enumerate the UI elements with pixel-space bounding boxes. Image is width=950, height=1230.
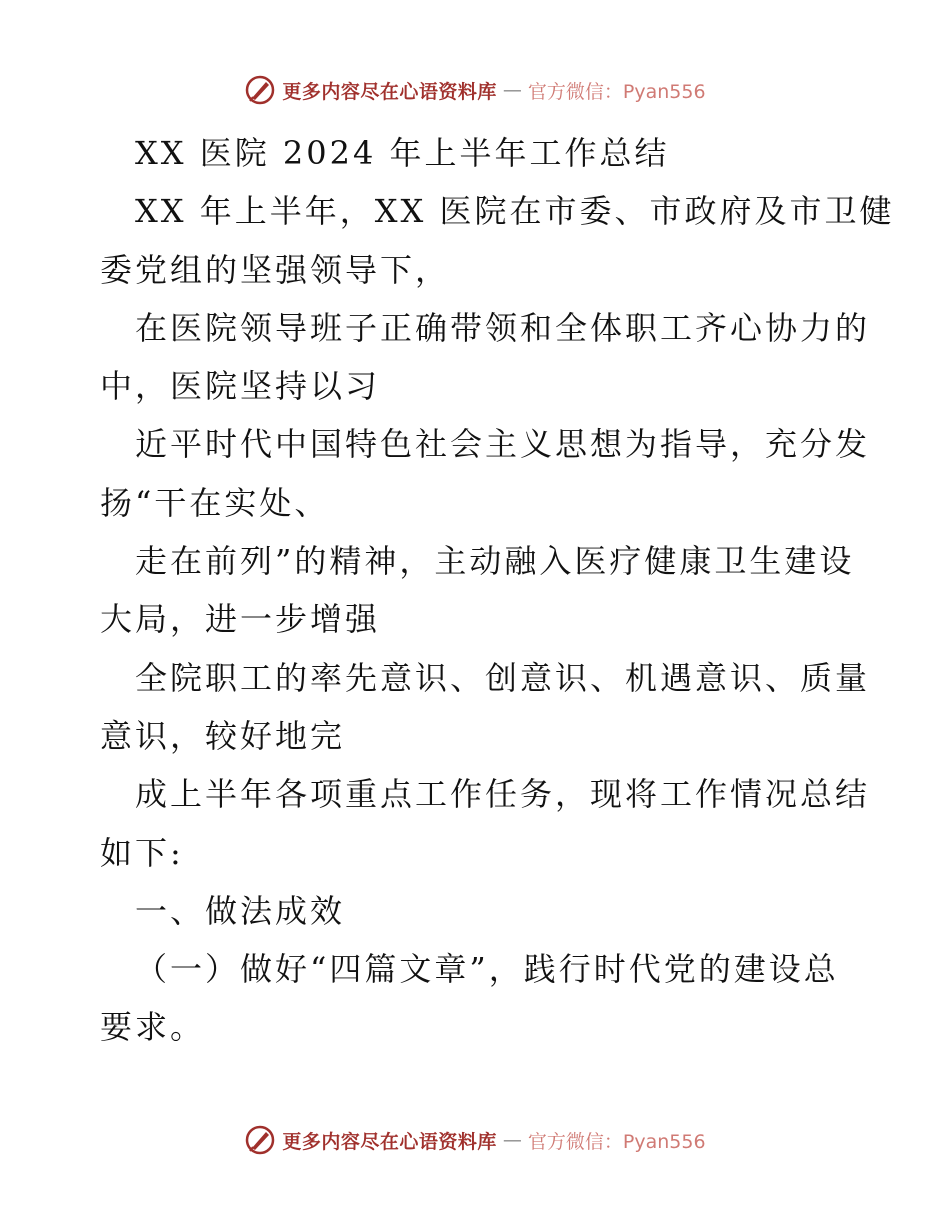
watermark-header bbox=[0, 70, 950, 110]
watermark-suffix-text: 官方微信：Pyan556 bbox=[527, 80, 706, 103]
watermark-suffix-text: 官方微信：Pyan556 bbox=[527, 1130, 706, 1153]
paragraph-line: 意识，较好地完 bbox=[100, 716, 346, 755]
paragraph-line: 全院职工的率先意识、创意识、机遇意识、质量 bbox=[135, 658, 871, 697]
paragraph-line: 中，医院坚持以习 bbox=[100, 367, 381, 406]
document-body bbox=[100, 124, 895, 1057]
paragraph-line: 大局，进一步增强 bbox=[100, 600, 381, 639]
feather-pen-logo-icon bbox=[244, 74, 276, 106]
paragraph-line: 如下: bbox=[100, 833, 184, 872]
paragraph-line: 成上半年各项重点工作任务，现将工作情况总结 bbox=[135, 775, 871, 814]
paragraph-line: 走在前列”的精神，主动融入医疗健康卫生建设 bbox=[135, 542, 855, 581]
paragraph-line: XX 年上半年，XX 医院在市委、市政府及市卫健 bbox=[135, 192, 895, 231]
paragraph-line: 委党组的坚强领导下， bbox=[100, 250, 451, 289]
paragraph-line: 扬“干在实处、 bbox=[100, 483, 330, 522]
watermark-separator: — bbox=[502, 1129, 522, 1151]
watermark-main-text: 更多内容尽在心语资料库 bbox=[282, 1130, 497, 1153]
watermark-main-text: 更多内容尽在心语资料库 bbox=[282, 80, 497, 103]
watermark-separator: — bbox=[502, 79, 522, 101]
document-title: XX 医院 2024 年上半年工作总结 bbox=[135, 134, 670, 172]
watermark-footer bbox=[0, 1120, 950, 1160]
paragraph-line: 在医院领导班子正确带领和全体职工齐心协力的 bbox=[135, 308, 871, 347]
paragraph-line: 要求。 bbox=[100, 1008, 206, 1047]
paragraph-line: 近平时代中国特色社会主义思想为指导，充分发 bbox=[135, 425, 871, 464]
feather-pen-logo-icon bbox=[244, 1124, 276, 1156]
section-heading: 一、做法成效 bbox=[135, 891, 346, 930]
subsection-heading: （一）做好“四篇文章”，践行时代党的建设总 bbox=[135, 950, 839, 989]
